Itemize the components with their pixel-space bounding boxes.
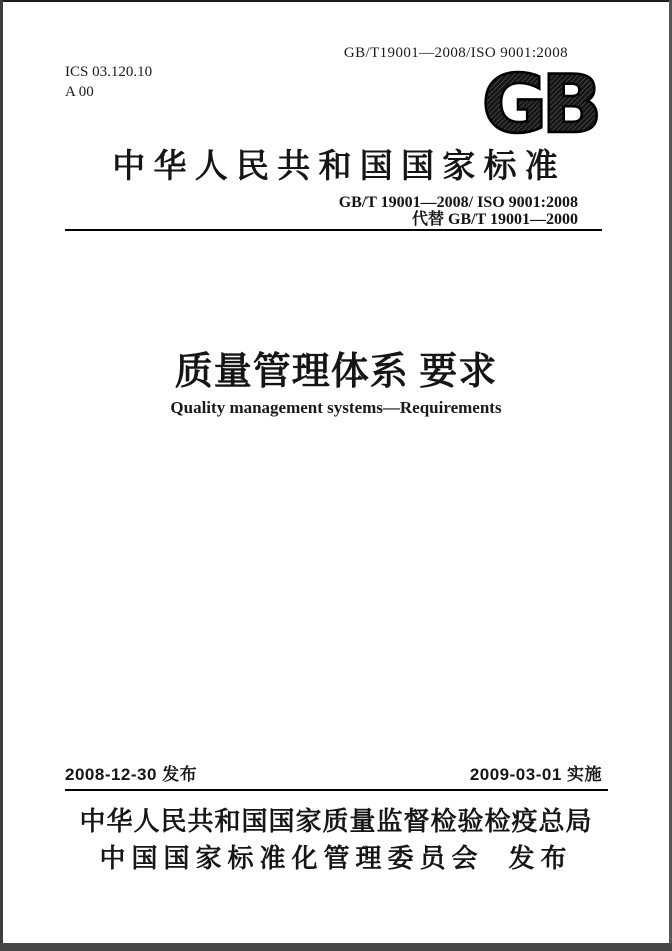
standard-number: GB/T 19001—2008/ ISO 9001:2008 xyxy=(338,194,578,211)
header-rule xyxy=(65,229,602,231)
replaces-note: 代替 GB/T 19001—2000 xyxy=(412,211,578,228)
document-title-english: Quality management systems—Requirements xyxy=(170,398,502,417)
gb-logo xyxy=(472,62,606,140)
classification-code: A 00 xyxy=(65,84,94,100)
implementation-date: 2009-03-01 实施 xyxy=(469,765,602,784)
scan-edge-top xyxy=(0,0,672,2)
footer-rule xyxy=(65,789,608,791)
gb-logo-text: GB xyxy=(481,62,597,140)
scan-edge-bottom xyxy=(0,943,672,951)
gb-logo-icon xyxy=(472,62,606,140)
dates-row xyxy=(65,760,602,785)
doc-code: GB/T19001—2008/ISO 9001:2008 xyxy=(343,45,568,61)
ics-block xyxy=(65,62,152,102)
issuer-primary: 中华人民共和国国家质量监督检验检疫总局 xyxy=(79,807,593,836)
document-title-chinese: 质量管理体系 要求 xyxy=(174,351,498,393)
issuer-secondary: 中国国家标准化管理委员会 发布 xyxy=(99,844,573,873)
ics-code: ICS 03.120.10 xyxy=(65,64,153,80)
issue-date: 2008-12-30 发布 xyxy=(65,765,198,784)
standard-number-block xyxy=(339,194,578,228)
standard-name: 中 华 人 民 共 和 国 国 家 标 准 xyxy=(112,149,558,185)
